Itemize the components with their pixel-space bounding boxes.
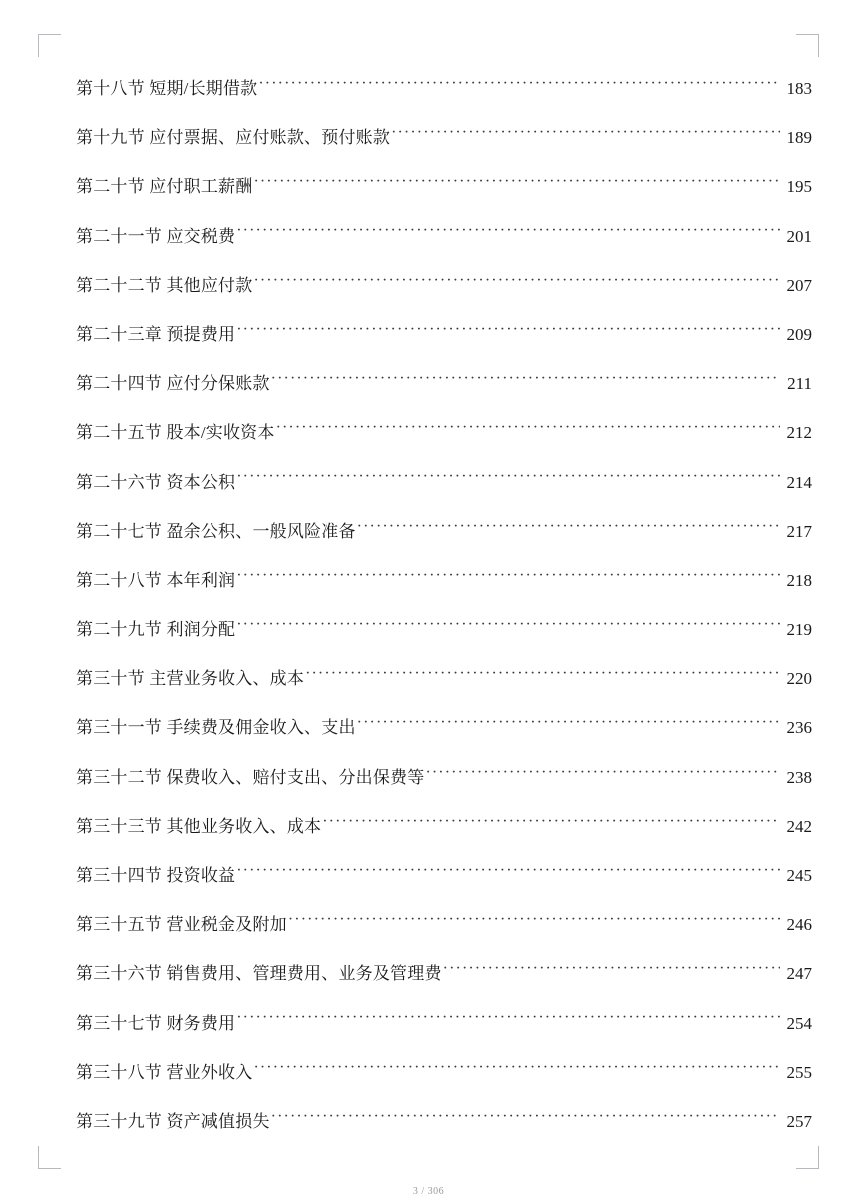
toc-leader-dots: [305, 667, 780, 684]
toc-entry[interactable]: [76, 468, 812, 517]
toc-entry-label: 第三十四节 投资收益: [76, 866, 236, 885]
toc-entry-label: 第十八节 短期/长期借款: [76, 79, 258, 98]
toc-entry-page-number: 220: [786, 669, 812, 689]
toc-entry-label: 第三十二节 保费收入、赔付支出、分出保费等: [76, 767, 425, 787]
toc-entry-label: 第十九节 应付票据、应付账款、预付账款: [76, 128, 391, 148]
toc-entry[interactable]: [76, 664, 812, 713]
toc-entry[interactable]: [76, 517, 812, 566]
toc-leader-dots: [271, 372, 780, 389]
toc-entry-page-number: 219: [786, 620, 812, 640]
toc-entry[interactable]: [76, 959, 812, 1008]
toc-entry-label: 第二十五节 股本/实收资本: [76, 423, 275, 443]
toc-entry-page-number: 212: [786, 423, 812, 443]
toc-leader-dots: [253, 175, 780, 192]
toc-entry-page-number: 183: [786, 79, 812, 98]
toc-entry-label: 第二十九节 利润分配: [76, 620, 236, 640]
toc-entry-page-number: 257: [786, 1111, 812, 1131]
toc-entry[interactable]: [76, 1009, 812, 1058]
toc-entry-page-number: 236: [786, 718, 812, 738]
toc-entry[interactable]: [76, 910, 812, 959]
toc-leader-dots: [253, 274, 780, 291]
toc-entry-label: 第二十二节 其他应付款: [76, 275, 253, 295]
toc-leader-dots: [253, 1061, 780, 1078]
toc-entry-page-number: 247: [786, 964, 812, 984]
toc-leader-dots: [236, 471, 780, 488]
toc-entry-label: 第二十一节 应交税费: [76, 226, 236, 246]
toc-entry-label: 第三十节 主营业务收入、成本: [76, 669, 305, 689]
toc-entry[interactable]: [76, 763, 812, 812]
toc-entry-label: 第二十六节 资本公积: [76, 472, 236, 492]
toc-entry[interactable]: [76, 320, 812, 369]
toc-entry-label: 第三十八节 营业外收入: [76, 1062, 253, 1082]
toc-leader-dots: [236, 618, 780, 635]
toc-leader-dots: [357, 716, 780, 733]
toc-leader-dots: [276, 421, 780, 438]
toc-entry[interactable]: [76, 222, 812, 271]
toc-entry[interactable]: [76, 271, 812, 320]
toc-entry-label: 第三十三节 其他业务收入、成本: [76, 816, 322, 836]
toc-leader-dots: [288, 913, 780, 930]
toc-entry[interactable]: [76, 369, 812, 418]
toc-entry[interactable]: [76, 172, 812, 221]
toc-entry[interactable]: [76, 812, 812, 861]
toc-leader-dots: [258, 77, 780, 94]
toc-entry-label: 第二十四节 应付分保账款: [76, 374, 270, 394]
toc-entry-label: 第三十六节 销售费用、管理费用、业务及管理费: [76, 964, 442, 984]
toc-leader-dots: [443, 962, 780, 979]
toc-entry-page-number: 201: [786, 226, 812, 246]
toc-leader-dots: [391, 126, 780, 143]
toc-leader-dots: [236, 1012, 780, 1029]
toc-leader-dots: [236, 569, 780, 586]
toc-entry[interactable]: [76, 566, 812, 615]
toc-entry-label: 第三十五节 营业税金及附加: [76, 915, 287, 935]
toc-entry-label: 第三十九节 资产减值损失: [76, 1111, 270, 1131]
toc-entry[interactable]: [76, 1107, 812, 1156]
toc-entry-label: 第二十节 应付职工薪酬: [76, 177, 253, 197]
crop-mark-top-right: [796, 34, 819, 57]
toc-leader-dots: [425, 766, 780, 783]
toc-entry-page-number: 214: [786, 472, 812, 492]
toc-leader-dots: [236, 225, 780, 242]
toc-entry-page-number: 254: [786, 1013, 812, 1033]
toc-entry-page-number: 245: [786, 866, 812, 885]
toc-leader-dots: [236, 323, 780, 340]
toc-entry-page-number: 246: [786, 915, 812, 935]
toc-entry-page-number: 207: [786, 275, 812, 295]
toc-entry-label: 第二十八节 本年利润: [76, 570, 236, 590]
toc-entry-label: 第二十三章 预提费用: [76, 324, 236, 344]
table-of-contents: [76, 74, 812, 1156]
toc-entry-page-number: 217: [786, 521, 812, 541]
toc-leader-dots: [236, 864, 780, 881]
toc-entry-label: 第三十七节 财务费用: [76, 1013, 236, 1033]
toc-entry-page-number: 238: [786, 767, 812, 787]
toc-entry-label: 第二十七节 盈余公积、一般风险准备: [76, 521, 356, 541]
toc-entry-page-number: 218: [786, 570, 812, 590]
toc-entry[interactable]: [76, 74, 812, 123]
toc-leader-dots: [271, 1110, 780, 1127]
toc-leader-dots: [357, 520, 780, 537]
toc-entry-page-number: 209: [786, 324, 812, 344]
toc-entry-page-number: 189: [786, 128, 812, 148]
toc-entry[interactable]: [76, 861, 812, 910]
toc-entry-page-number: 211: [787, 374, 812, 394]
toc-entry[interactable]: [76, 123, 812, 172]
crop-mark-bottom-left: [38, 1146, 61, 1169]
toc-entry-page-number: 255: [786, 1062, 812, 1082]
toc-leader-dots: [322, 815, 780, 832]
crop-mark-top-left: [38, 34, 61, 57]
toc-entry-page-number: 242: [786, 816, 812, 836]
toc-entry[interactable]: [76, 615, 812, 664]
toc-entry[interactable]: [76, 1058, 812, 1107]
toc-entry-label: 第三十一节 手续费及佣金收入、支出: [76, 718, 356, 738]
page-footer: 3 / 306: [412, 1186, 445, 1197]
toc-entry[interactable]: [76, 713, 812, 762]
toc-entry-page-number: 195: [786, 177, 812, 197]
toc-entry[interactable]: [76, 418, 812, 467]
